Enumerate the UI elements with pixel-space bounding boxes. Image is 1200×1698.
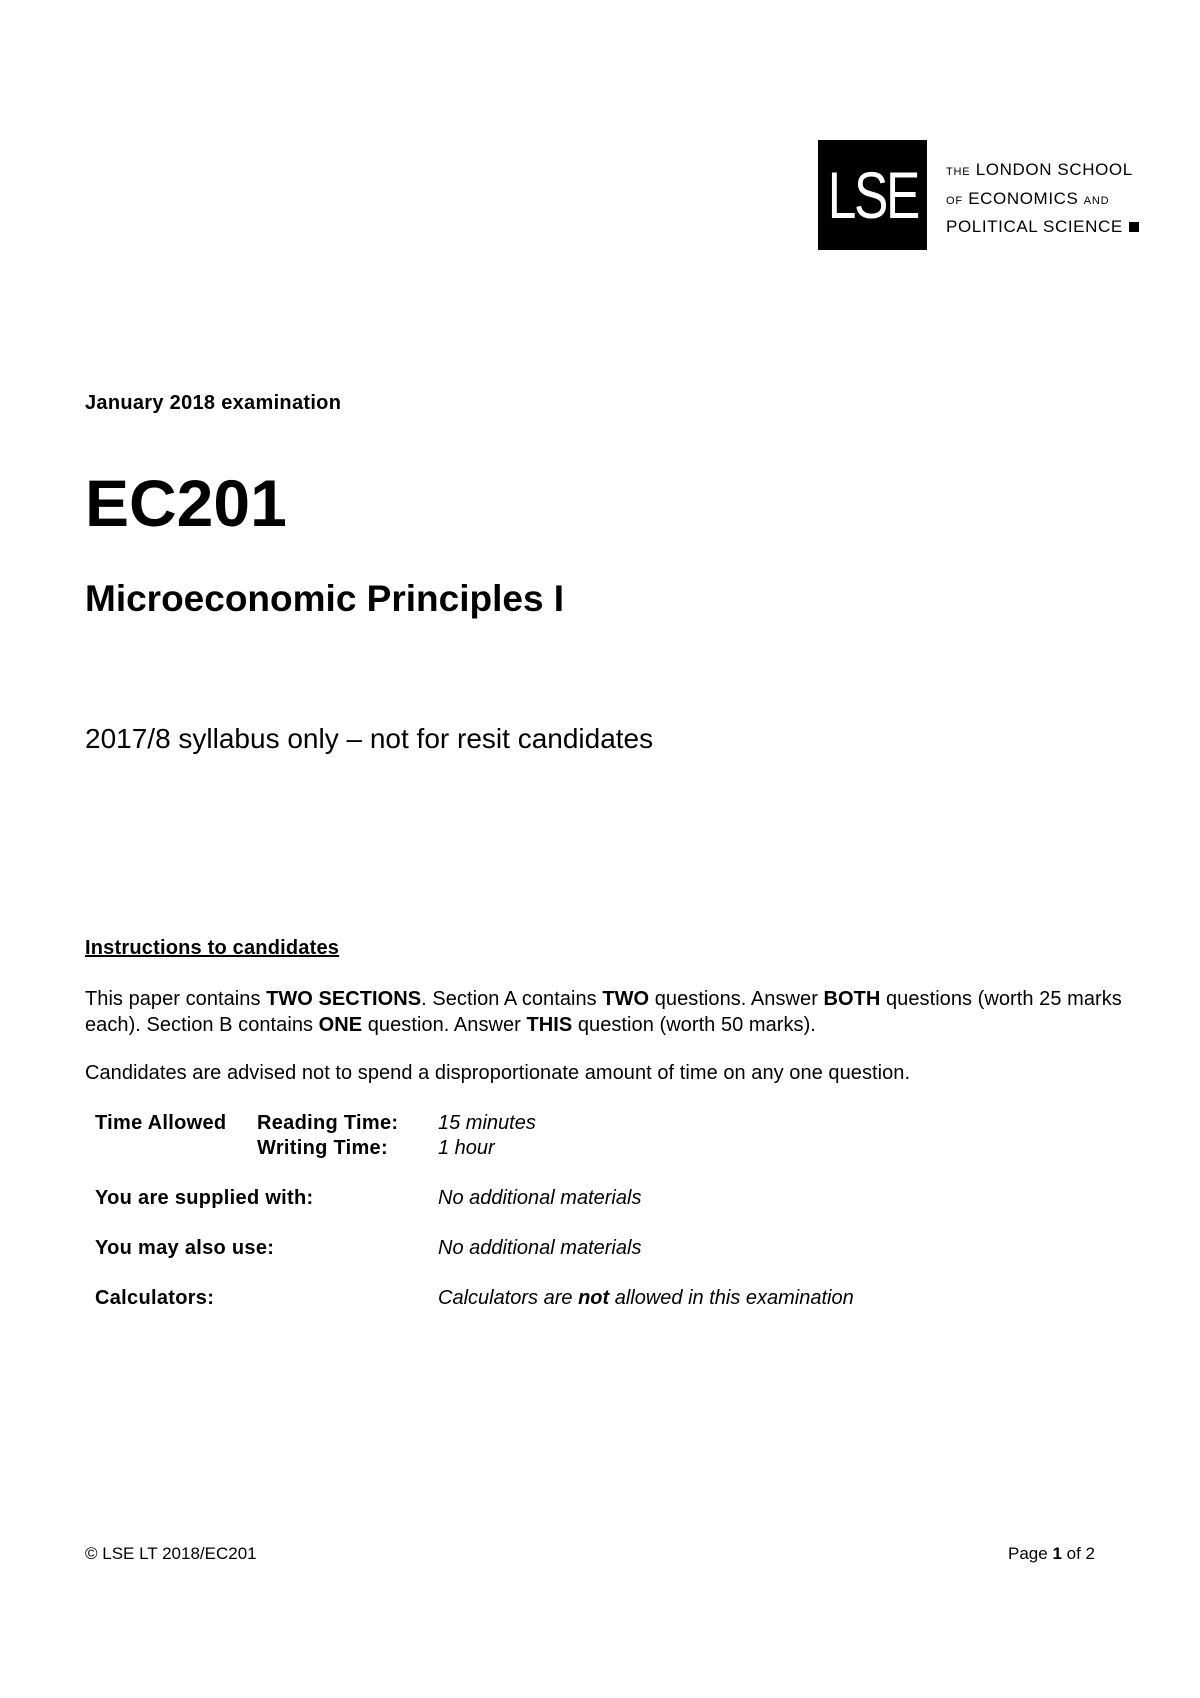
logo-word-london-school: LONDON SCHOOL [975,160,1133,179]
calculators-value [438,1285,854,1311]
logo-word-of: OF [946,194,963,207]
page-label: Page [1008,1544,1053,1563]
instructions-paragraph-2: Candidates are advised not to spend a disproportionate amount of time on any one question. [85,1062,911,1084]
logo-square-icon [1129,222,1139,232]
supplied-with-label: You are supplied with: [95,1187,314,1209]
calculators-label: Calculators: [95,1287,215,1309]
lse-logo-wordmark [946,157,1139,241]
p1-text-5: question. Answer [362,1014,527,1036]
logo-word-economics: ECONOMICS [968,188,1079,208]
logo-line-3 [946,214,1139,241]
supplied-with-value: No additional materials [438,1187,642,1209]
time-allowed-label: Time Allowed [95,1112,227,1134]
may-also-use-value: No additional materials [438,1237,642,1259]
writing-time-label: Writing Time: [257,1137,388,1159]
reading-time-value: 15 minutes [438,1112,536,1134]
page-total: 2 [1085,1544,1095,1563]
may-also-use-label: You may also use: [95,1237,275,1259]
course-code: EC201 [85,466,287,540]
p1-bold-two-sections: TWO SECTIONS [266,988,422,1010]
instructions-paragraph-1 [85,986,1125,1038]
logo-word-the: THE [946,166,971,178]
p1-text-2: . Section A contains [421,988,603,1010]
p1-text-4: questions (worth 25 marks each). Section B contains [85,988,1122,1036]
p1-text-6: question (worth 50 marks). [572,1014,816,1036]
p1-bold-both: BOTH [823,988,881,1010]
calculators-value-pre: Calculators are [438,1287,579,1309]
calculators-value-not: not [578,1287,610,1309]
logo-line-2 [946,186,1139,215]
syllabus-note: 2017/8 syllabus only – not for resit candidates [85,723,654,754]
p1-text-3: questions. Answer [649,988,824,1010]
logo-line-1 [946,157,1139,186]
page-current: 1 [1052,1544,1062,1563]
exam-date: January 2018 examination [85,392,342,414]
logo-word-political-science: POLITICAL SCIENCE [946,217,1123,236]
calculators-value-post: allowed in this examination [609,1287,854,1309]
course-title: Microeconomic Principles I [85,578,565,619]
logo-word-and: AND [1083,194,1110,207]
instructions-heading: Instructions to candidates [85,937,340,959]
reading-time-label: Reading Time: [257,1112,399,1134]
p1-text-1: This paper contains [85,988,267,1010]
p1-bold-two: TWO [602,988,650,1010]
lse-logo-letters: LSE [827,158,918,232]
p1-bold-this: THIS [526,1014,573,1036]
page-of: of [1061,1544,1086,1563]
writing-time-value: 1 hour [438,1137,495,1159]
footer-copyright: © LSE LT 2018/EC201 [85,1544,257,1563]
footer-page-number [1008,1544,1095,1564]
lse-logo-mark [818,140,927,250]
p1-bold-one: ONE [318,1014,363,1036]
